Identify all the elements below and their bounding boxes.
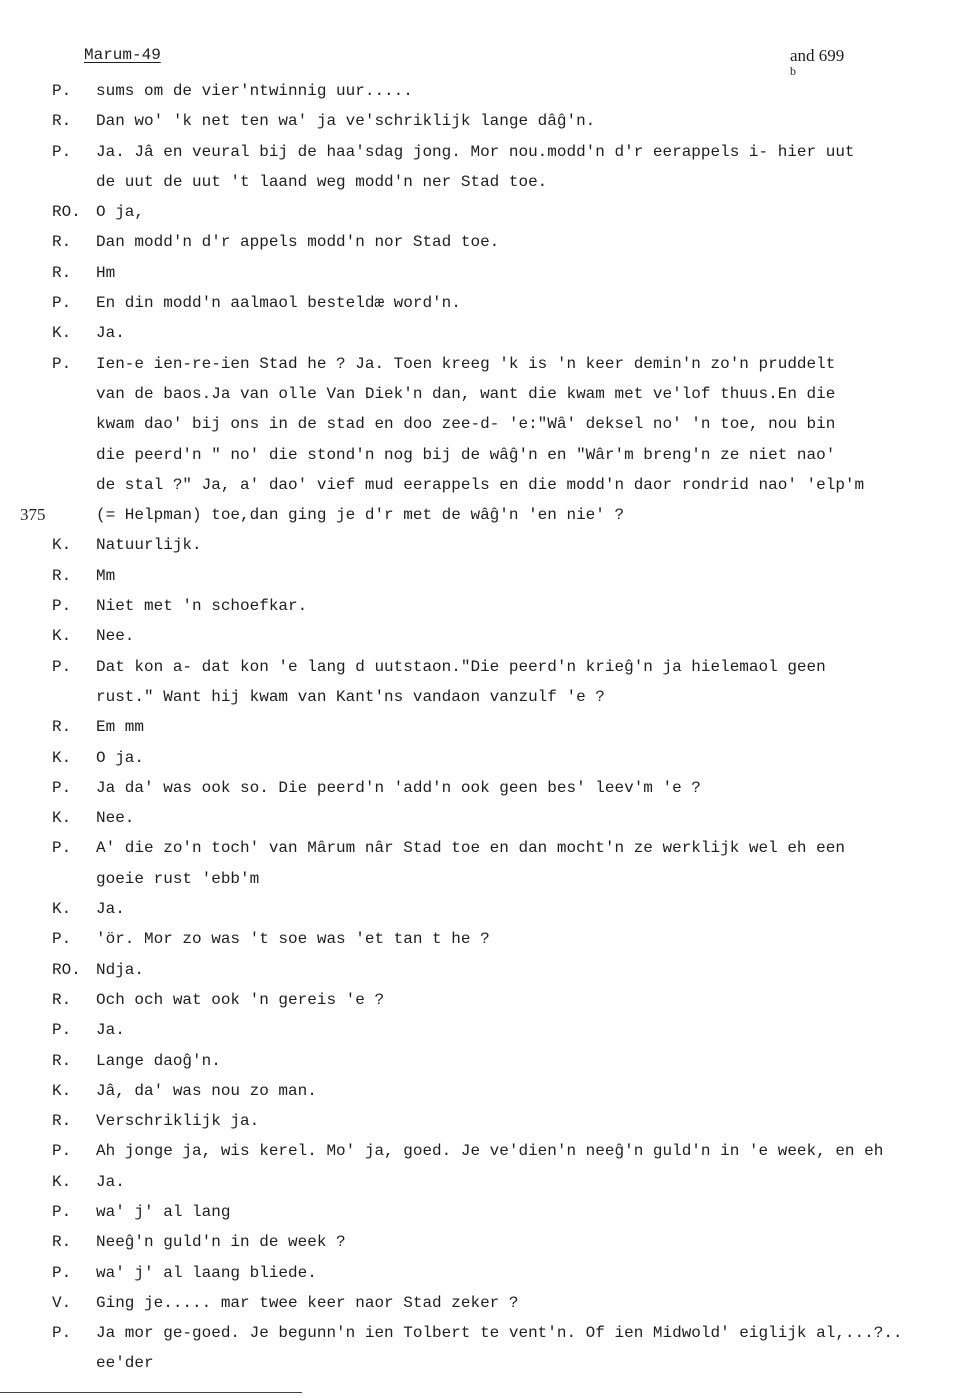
transcript-line bbox=[0, 137, 979, 167]
utterance-text: Och och wat ook 'n gereis 'e ? bbox=[96, 990, 385, 1009]
utterance-text: O ja, bbox=[96, 203, 145, 222]
utterance-text: Lange daoĝ'n. bbox=[96, 1051, 221, 1070]
speaker-label: R. bbox=[52, 112, 72, 131]
transcript-line bbox=[0, 227, 979, 257]
utterance-text: Ja. Jâ en veural bij de haa'sdag jong. Mor nou.modd'n d'r eerappels i- hier uut bbox=[96, 142, 855, 161]
utterance-text: En din modd'n aalmaol besteldæ word'n. bbox=[96, 294, 461, 313]
speaker-label: K. bbox=[52, 324, 72, 343]
transcript-line bbox=[0, 864, 979, 894]
document-title: Marum-49 bbox=[84, 46, 161, 64]
speaker-label: R. bbox=[52, 263, 72, 282]
utterance-text: wa' j' al laang bliede. bbox=[96, 1263, 317, 1282]
utterance-text: Ging je..... mar twee keer naor Stad zeker ? bbox=[96, 1293, 519, 1312]
utterance-text: van de baos.Ja van olle Van Diek'n dan, want die kwam met ve'lof thuus.En die bbox=[96, 384, 836, 403]
speaker-label: V. bbox=[52, 1293, 72, 1312]
transcript-line bbox=[0, 349, 979, 379]
utterance-text: Dan wo' 'k net ten wa' ja ve'schriklijk lange dâĝ'n. bbox=[96, 112, 596, 131]
transcript-line bbox=[0, 743, 979, 773]
speaker-label: P. bbox=[52, 294, 72, 313]
speaker-label: R. bbox=[52, 1233, 72, 1252]
utterance-text: Ndja. bbox=[96, 960, 145, 979]
transcript-line bbox=[0, 712, 979, 742]
transcript-line bbox=[0, 1106, 979, 1136]
speaker-label: K. bbox=[52, 536, 72, 555]
transcript-line bbox=[0, 440, 979, 470]
speaker-label: K. bbox=[52, 1081, 72, 1100]
transcript-line bbox=[0, 1046, 979, 1076]
utterance-text: Hm bbox=[96, 263, 116, 282]
utterance-text: Em mm bbox=[96, 718, 145, 737]
transcript-line bbox=[0, 106, 979, 136]
transcript-line bbox=[0, 1318, 979, 1348]
utterance-text: Ja. bbox=[96, 1021, 125, 1040]
speaker-label: P. bbox=[52, 930, 72, 949]
speaker-label: K. bbox=[52, 748, 72, 767]
transcript-line bbox=[0, 1197, 979, 1227]
utterance-text: de uut de uut 't laand weg modd'n ner Stad toe. bbox=[96, 172, 548, 191]
speaker-label: R. bbox=[52, 233, 72, 252]
speaker-label: K. bbox=[52, 809, 72, 828]
utterance-text: Neeĝ'n guld'n in de week ? bbox=[96, 1233, 346, 1252]
utterance-text: Dat kon a- dat kon 'e lang d uutstaon."Die peerd'n krieĝ'n ja hielemaol geen bbox=[96, 657, 826, 676]
speaker-label: P. bbox=[52, 657, 72, 676]
transcript-line bbox=[0, 318, 979, 348]
transcript-line bbox=[0, 500, 979, 530]
speaker-label: K. bbox=[52, 1172, 72, 1191]
speaker-label: P. bbox=[52, 778, 72, 797]
speaker-label: P. bbox=[52, 1324, 72, 1343]
utterance-text: Dan modd'n d'r appels modd'n nor Stad toe. bbox=[96, 233, 500, 252]
transcript-line bbox=[0, 773, 979, 803]
utterance-text: O ja. bbox=[96, 748, 145, 767]
speaker-label: P. bbox=[52, 597, 72, 616]
speaker-label: P. bbox=[52, 1021, 72, 1040]
transcript-line bbox=[0, 530, 979, 560]
utterance-text: Nee. bbox=[96, 809, 135, 828]
line-number-marker: 375 bbox=[20, 505, 46, 525]
transcript-line bbox=[0, 955, 979, 985]
utterance-text: sums om de vier'ntwinnig uur..... bbox=[96, 82, 413, 100]
speaker-label: R. bbox=[52, 1112, 72, 1131]
transcript-line bbox=[0, 924, 979, 954]
speaker-label: R. bbox=[52, 1051, 72, 1070]
transcript-line bbox=[0, 258, 979, 288]
utterance-text: kwam dao' bij ons in de stad en doo zee-d- 'e:"Wâ' deksel no' 'n toe, nou bin bbox=[96, 415, 836, 434]
speaker-label: R. bbox=[52, 990, 72, 1009]
transcript-line bbox=[0, 985, 979, 1015]
utterance-text: wa' j' al lang bbox=[96, 1202, 231, 1221]
speaker-label: K. bbox=[52, 627, 72, 646]
utterance-text: Ja da' was ook so. Die peerd'n 'add'n ook geen bes' leev'm 'e ? bbox=[96, 778, 701, 797]
transcript-line bbox=[0, 652, 979, 682]
speaker-label: P. bbox=[52, 82, 72, 100]
transcript-line bbox=[0, 803, 979, 833]
utterance-text: A' die zo'n toch' van Mârum nâr Stad toe en dan mocht'n ze werklijk wel eh een bbox=[96, 839, 845, 858]
transcript-line bbox=[0, 561, 979, 591]
speaker-label: P. bbox=[52, 1202, 72, 1221]
utterance-text: Ja. bbox=[96, 1172, 125, 1191]
speaker-label: P. bbox=[52, 1263, 72, 1282]
utterance-text: goeie rust 'ebb'm bbox=[96, 869, 260, 888]
transcript-line bbox=[0, 591, 979, 621]
speaker-label: R. bbox=[52, 718, 72, 737]
utterance-text: Nee. bbox=[96, 627, 135, 646]
utterance-text: Ja. bbox=[96, 900, 125, 919]
utterance-text: Ien-e ien-re-ien Stad he ? Ja. Toen kreeg 'k is 'n keer demin'n zo'n pruddelt bbox=[96, 354, 836, 373]
transcript-line bbox=[0, 833, 979, 863]
utterance-text: Mm bbox=[96, 566, 116, 585]
transcript-line bbox=[0, 1288, 979, 1318]
transcript-line bbox=[0, 197, 979, 227]
speaker-label: P. bbox=[52, 354, 72, 373]
transcript-line bbox=[0, 76, 979, 106]
speaker-label: K. bbox=[52, 900, 72, 919]
utterance-text: (= Helpman) toe,dan ging je d'r met de wâĝ'n 'en nie' ? bbox=[96, 506, 625, 525]
transcript-line bbox=[0, 682, 979, 712]
speaker-label: P. bbox=[52, 1142, 72, 1161]
transcript-line bbox=[0, 167, 979, 197]
transcript-line bbox=[0, 1136, 979, 1166]
utterance-text: ee'der bbox=[96, 1354, 154, 1373]
band-number: and 699 bbox=[790, 46, 845, 65]
transcript-line bbox=[0, 1258, 979, 1288]
utterance-text: Ja. bbox=[96, 324, 125, 343]
utterance-text: Natuurlijk. bbox=[96, 536, 202, 555]
transcript-line bbox=[0, 288, 979, 318]
footer-rule bbox=[0, 1392, 302, 1393]
utterance-text: de stal ?" Ja, a' dao' vief mud eerappels en die modd'n daor rondrid nao' 'elp'm bbox=[96, 475, 865, 494]
utterance-text: die peerd'n " no' die stond'n nog bij de wâĝ'n en "Wâr'm breng'n ze niet nao' bbox=[96, 445, 836, 464]
utterance-text: Ah jonge ja, wis kerel. Mo' ja, goed. Je ve'dien'n neeĝ'n guld'n in 'e week, en eh bbox=[96, 1142, 884, 1161]
speaker-label: RO. bbox=[52, 960, 81, 979]
transcript-line bbox=[0, 409, 979, 439]
transcript-line bbox=[0, 1076, 979, 1106]
transcript-line bbox=[0, 470, 979, 500]
transcript-line bbox=[0, 1348, 979, 1378]
utterance-text: Ja mor ge-goed. Je begunn'n ien Tolbert te vent'n. Of ien Midwold' eiglijk al,...?.. bbox=[96, 1324, 903, 1343]
transcript-line bbox=[0, 621, 979, 651]
band-subscript: b bbox=[790, 64, 796, 78]
utterance-text: rust." Want hij kwam van Kant'ns vandaon vanzulf 'e ? bbox=[96, 687, 605, 706]
transcript-line bbox=[0, 894, 979, 924]
transcript-line bbox=[0, 1227, 979, 1257]
transcript-line bbox=[0, 1015, 979, 1045]
transcript-lines bbox=[0, 76, 979, 1379]
speaker-label: R. bbox=[52, 566, 72, 585]
speaker-label: P. bbox=[52, 839, 72, 858]
utterance-text: Verschriklijk ja. bbox=[96, 1112, 260, 1131]
speaker-label: P. bbox=[52, 142, 72, 161]
transcript-line bbox=[0, 1167, 979, 1197]
speaker-label: RO. bbox=[52, 203, 81, 222]
utterance-text: Niet met 'n schoefkar. bbox=[96, 597, 308, 616]
transcript-line bbox=[0, 379, 979, 409]
utterance-text: Jâ, da' was nou zo man. bbox=[96, 1081, 317, 1100]
utterance-text: 'ör. Mor zo was 't soe was 'et tan t he ? bbox=[96, 930, 490, 949]
